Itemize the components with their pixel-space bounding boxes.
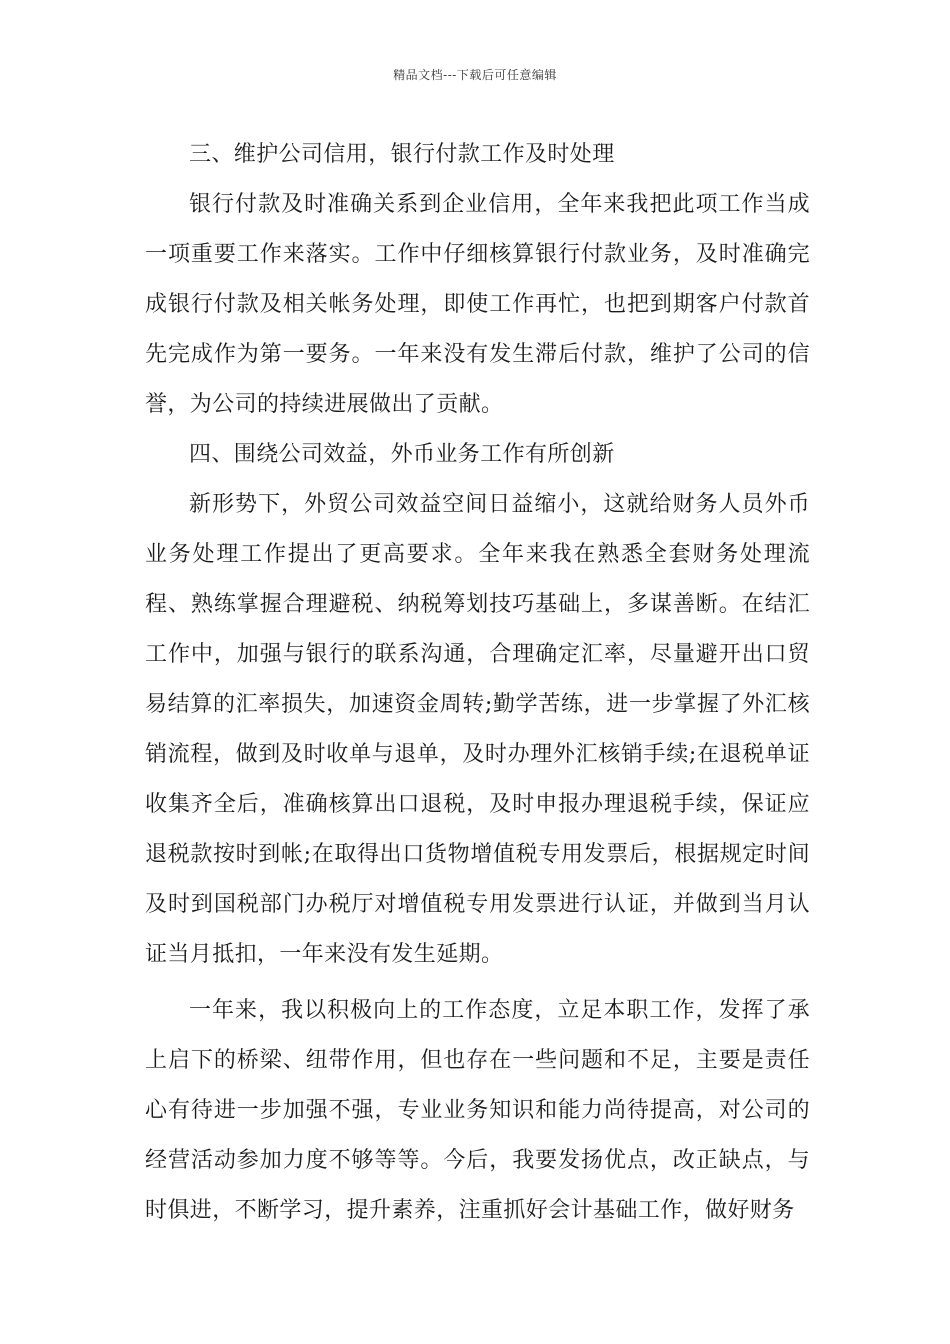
page-header: 精品文档---下载后可任意编辑	[393, 68, 557, 82]
section-heading-3: 三、维护公司信用，银行付款工作及时处理	[189, 142, 615, 167]
summary-paragraph: 一年来，我以积极向上的工作态度，立足本职工作，发挥了承上启下的桥梁、纽带作用，但也存在一些问题和不足，主要是责任心有待进一步加强不强，专业业务知识和能力尚待提高，对公司的经营活动参加力度不够等等。今后，我要发扬优点，改正缺点，与时俱进，不断学习，提升素养，注重抓好会计基础工作，做好财务	[145, 998, 810, 1223]
document-body	[145, 130, 810, 1236]
body-paragraph: 银行付款及时准确关系到企业信用，全年来我把此项工作当成一项重要工作来落实。工作中仔细核算银行付款业务，及时准确完成银行付款及相关帐务处理，即使工作再忙，也把到期客户付款首先完成作为第一要务。一年来没有发生滞后付款，维护了公司的信誉，为公司的持续进展做出了贡献。	[145, 192, 810, 417]
body-paragraph: 新形势下，外贸公司效益空间日益缩小，这就给财务人员外币业务处理工作提出了更高要求。全年来我在熟悉全套财务处理流程、熟练掌握合理避税、纳税筹划技巧基础上，多谋善断。在结汇工作中，加强与银行的联系沟通，合理确定汇率，尽量避开出口贸易结算的汇率损失，加速资金周转;勤学苦练，进一步掌握了外汇核销流程，做到及时收单与退单，及时办理外汇核销手续;在退税单证收集齐全后，准确核算出口退税，及时申报办理退税手续，保证应退税款按时到帐;在取得出口货物增值税专用发票后，根据规定时间及时到国税部门办税厅对增值税专用发票进行认证，并做到当月认证当月抵扣，一年来没有发生延期。	[145, 492, 810, 967]
section-heading-4: 四、围绕公司效益，外币业务工作有所创新	[189, 442, 615, 467]
